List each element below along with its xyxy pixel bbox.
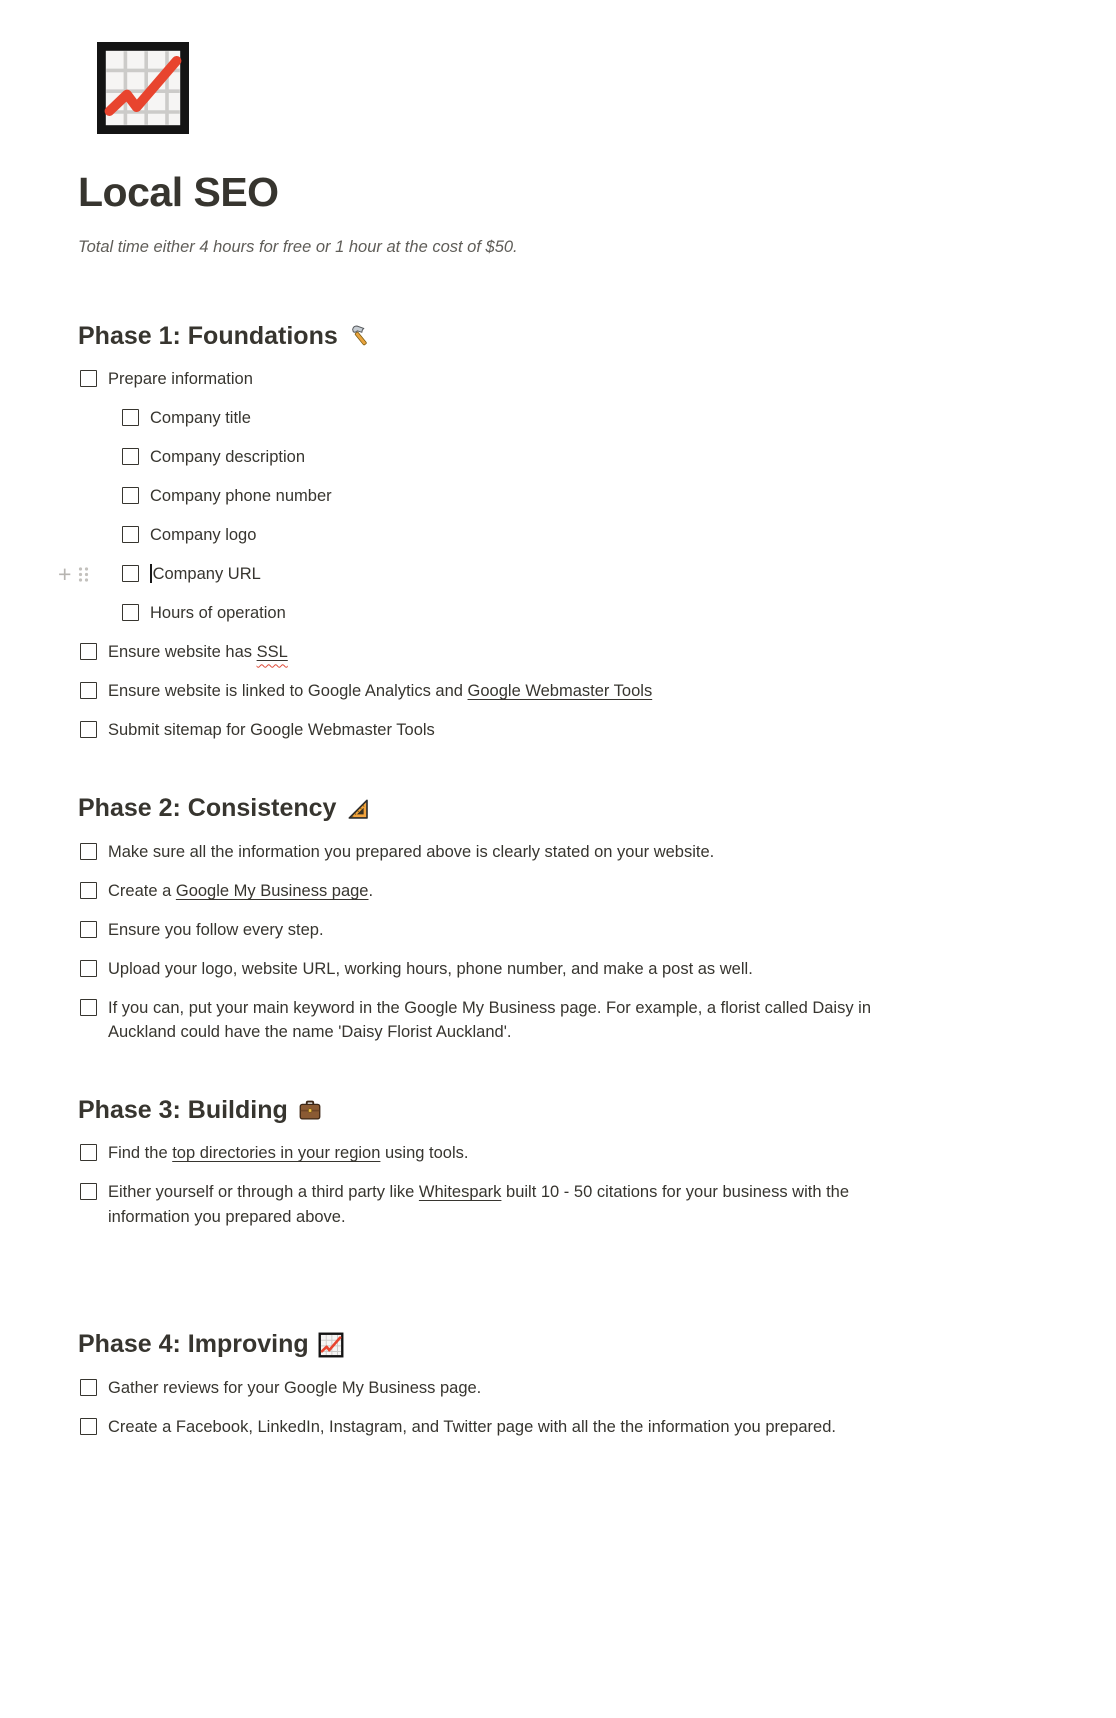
text-segment: Create a — [108, 881, 176, 900]
todo-label[interactable] — [108, 918, 324, 943]
todo-label[interactable] — [108, 718, 435, 743]
todo-item — [120, 481, 972, 512]
briefcase-icon — [297, 1097, 323, 1123]
todo-checkbox[interactable] — [80, 843, 97, 860]
text-segment: . — [368, 881, 374, 900]
todo-item — [78, 1412, 930, 1443]
todo-label[interactable] — [150, 562, 261, 587]
todo-item — [78, 837, 930, 868]
todo-checkbox[interactable] — [122, 409, 139, 426]
hammer-icon — [347, 323, 373, 349]
todo-item — [78, 876, 930, 907]
todo-label[interactable] — [108, 957, 753, 982]
todo-checkbox[interactable] — [80, 1379, 97, 1396]
text-segment: Hours of operation — [150, 604, 286, 623]
todo-item — [120, 403, 972, 434]
todo-item — [78, 993, 930, 1048]
todo-checkbox[interactable] — [122, 604, 139, 621]
todo-label[interactable] — [108, 996, 928, 1045]
todo-item — [120, 442, 972, 473]
text-segment: Gather reviews for your Google My Business page. — [108, 1378, 482, 1397]
text-segment: Company title — [150, 409, 251, 428]
todo-checkbox[interactable] — [80, 1183, 97, 1200]
section-heading[interactable] — [78, 1328, 1036, 1361]
text-segment: Submit sitemap for Google Webmaster Tools — [108, 721, 435, 740]
inline-link[interactable]: Google My Business page — [175, 881, 369, 900]
section-heading[interactable] — [78, 320, 1036, 353]
todo-checkbox[interactable] — [80, 643, 97, 660]
inline-link[interactable]: Google Webmaster Tools — [467, 682, 653, 701]
todo-label[interactable] — [108, 679, 652, 704]
todo-item — [78, 1373, 930, 1404]
section-heading[interactable] — [78, 792, 1036, 825]
section-heading-text: Phase 2: Consistency — [78, 794, 337, 823]
page-subtitle[interactable]: Total time either 4 hours for free or 1 hour at the cost of $50. — [78, 238, 518, 257]
todo-label[interactable] — [150, 523, 256, 548]
page-icon-chart-increasing[interactable] — [95, 40, 191, 136]
text-segment: Company logo — [150, 526, 257, 545]
todo-item — [78, 1177, 930, 1232]
todo-checkbox[interactable] — [80, 1418, 97, 1435]
drag-handle-icon[interactable] — [78, 566, 89, 583]
todo-checkbox[interactable] — [80, 370, 97, 387]
todo-checkbox[interactable] — [80, 921, 97, 938]
todo-label[interactable] — [108, 1376, 481, 1401]
todo-label[interactable] — [108, 1415, 836, 1440]
section-heading-text: Phase 3: Building — [78, 1095, 288, 1124]
text-segment: Ensure website has — [108, 643, 257, 662]
todo-label[interactable] — [108, 640, 288, 665]
todo-item — [78, 364, 930, 395]
page-title[interactable]: Local SEO — [78, 169, 279, 215]
todo-checkbox[interactable] — [80, 960, 97, 977]
todo-checkbox[interactable] — [122, 565, 139, 582]
text-segment: Company phone number — [150, 487, 332, 506]
text-segment: Ensure website is linked to Google Analytics and — [108, 682, 468, 701]
todo-label[interactable] — [108, 1180, 928, 1229]
todo-checkbox[interactable] — [122, 487, 139, 504]
inline-link[interactable]: top directories in your region — [172, 1144, 381, 1163]
todo-checkbox[interactable] — [80, 999, 97, 1016]
todo-checkbox[interactable] — [80, 682, 97, 699]
section-heading[interactable] — [78, 1094, 1036, 1127]
todo-item — [78, 715, 930, 746]
empty-block-spacer — [78, 1240, 1036, 1282]
todo-item — [78, 1138, 930, 1169]
text-segment: Make sure all the information you prepared above is clearly stated on your website. — [108, 842, 715, 861]
section-heading-text: Phase 1: Foundations — [78, 321, 338, 350]
todo-item — [120, 598, 972, 629]
block-handles — [58, 561, 89, 588]
inline-link[interactable] — [257, 643, 288, 661]
chart-increasing-icon — [318, 1332, 344, 1358]
todo-checkbox[interactable] — [80, 1144, 97, 1161]
todo-label[interactable] — [108, 1141, 468, 1166]
text-segment: Ensure you follow every step. — [108, 920, 324, 939]
text-segment: built 10 - 50 citations for your business with the information you prepared above. — [108, 1183, 850, 1226]
add-block-icon[interactable]: + — [58, 561, 72, 588]
todo-label[interactable] — [108, 840, 714, 865]
todo-item — [78, 676, 930, 707]
todo-label[interactable] — [108, 879, 373, 904]
todo-label[interactable] — [108, 367, 253, 392]
text-segment: Upload your logo, website URL, working hours, phone number, and make a post as well. — [108, 959, 753, 978]
todo-checkbox[interactable] — [80, 882, 97, 899]
todo-item — [78, 954, 930, 985]
text-segment: Find the — [108, 1144, 173, 1163]
text-segment: Company description — [150, 448, 305, 467]
todo-item — [78, 637, 930, 668]
text-segment: If you can, put your main keyword in the Google My Business page. For example, a florist called Daisy in Auckland could have the name 'Daisy Florist Auckland'. — [108, 998, 872, 1042]
todo-label[interactable] — [150, 484, 332, 509]
todo-label[interactable] — [150, 445, 305, 470]
todo-item — [120, 520, 972, 551]
todo-label[interactable] — [150, 406, 251, 431]
text-caret — [150, 564, 152, 583]
inline-link[interactable]: Whitespark — [418, 1183, 502, 1202]
todo-checkbox[interactable] — [122, 448, 139, 465]
text-segment: Company URL — [152, 565, 261, 584]
todo-checkbox[interactable] — [122, 526, 139, 543]
todo-label[interactable] — [150, 601, 286, 626]
text-segment: using tools. — [380, 1144, 469, 1163]
todo-checkbox[interactable] — [80, 721, 97, 738]
todo-item — [78, 915, 930, 946]
checklist-sections — [58, 320, 1036, 1443]
text-segment: Either yourself or through a third party like — [108, 1183, 419, 1202]
triangular-ruler-icon — [345, 796, 371, 822]
text-segment: Create a Facebook, LinkedIn, Instagram, and Twitter page with all the the information you prepared. — [108, 1417, 836, 1436]
todo-item — [58, 559, 972, 590]
misspelled-text: SSL — [256, 643, 288, 662]
text-segment: Prepare information — [108, 370, 253, 389]
section-heading-text: Phase 4: Improving — [78, 1330, 309, 1359]
